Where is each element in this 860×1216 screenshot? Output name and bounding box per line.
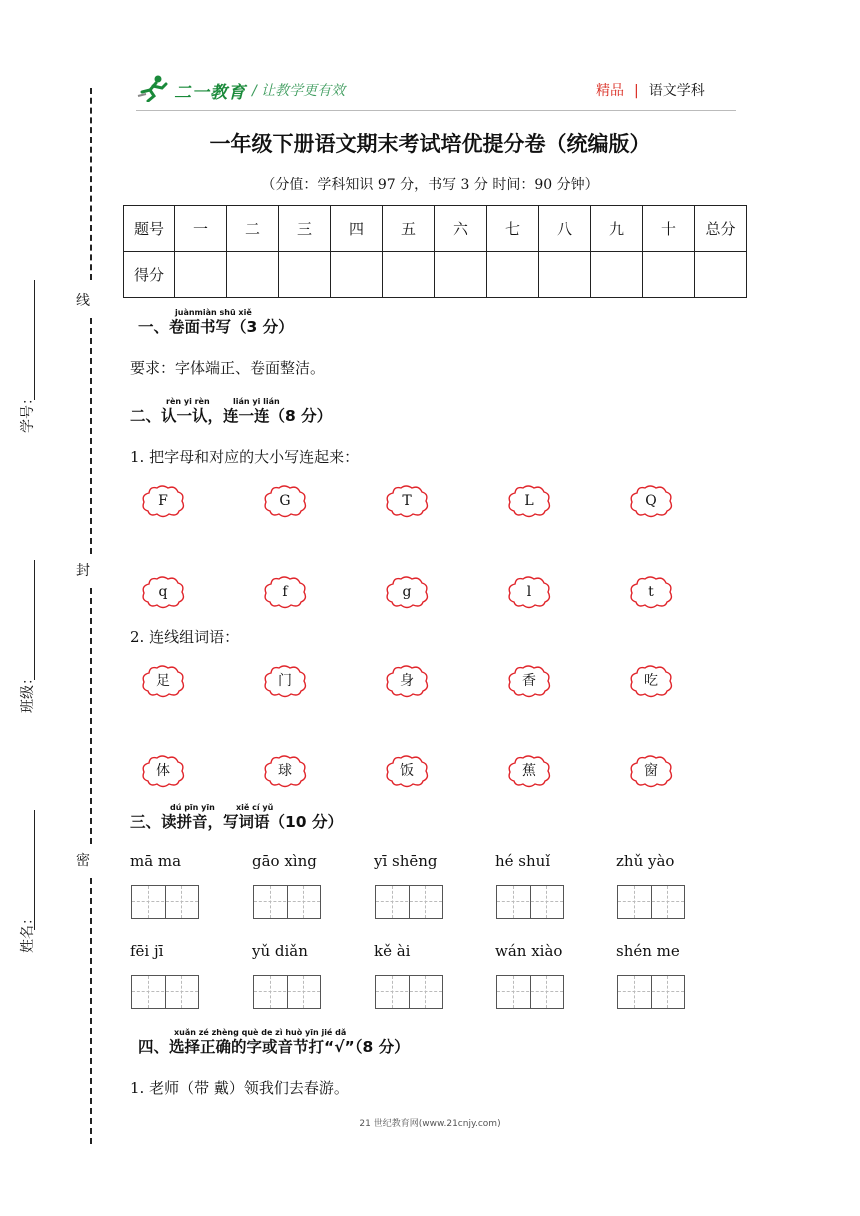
word-top-cloud[interactable] (506, 664, 552, 698)
grid-guide (634, 886, 635, 918)
class-line[interactable] (34, 560, 35, 680)
pinyin-word: mā ma (130, 852, 182, 870)
header-separator: | (634, 83, 639, 99)
writing-grid-box[interactable] (253, 975, 321, 1009)
class-label: 班级： (20, 671, 36, 713)
section2-question1: 1. 把字母和对应的大小写连起来： (130, 448, 360, 466)
grid-guide (546, 976, 547, 1008)
table-cell: 七 (487, 206, 539, 252)
pinyin-word: yǔ diǎn (252, 942, 308, 960)
word-bottom-cloud[interactable] (140, 754, 186, 788)
word-top-cloud-text: 吃 (644, 673, 658, 689)
grid-guide (148, 886, 149, 918)
grid-divider (409, 886, 410, 918)
pinyin-word: hé shuǐ (495, 852, 551, 870)
uppercase-letter-cloud[interactable] (628, 484, 674, 518)
pinyin-word: kě ài (374, 942, 411, 960)
slogan: / 让教学更有效 (252, 83, 346, 99)
score-cell[interactable] (695, 252, 747, 298)
table-cell: 题号 (124, 206, 175, 252)
word-bottom-cloud-text: 球 (278, 763, 292, 779)
word-top-cloud[interactable] (140, 664, 186, 698)
grid-guide (270, 886, 271, 918)
grid-divider (409, 976, 410, 1008)
word-bottom-cloud-text: 体 (156, 763, 170, 779)
score-cell[interactable] (227, 252, 279, 298)
writing-grid-box[interactable] (375, 975, 443, 1009)
grid-guide (148, 976, 149, 1008)
table-cell: 得分 (124, 252, 175, 298)
grid-guide (392, 886, 393, 918)
grid-guide (513, 886, 514, 918)
score-cell[interactable] (175, 252, 227, 298)
logo-runner-icon (136, 74, 172, 102)
grid-guide (303, 886, 304, 918)
section2-pinyin2: lián yi lián (233, 397, 280, 406)
quality-label: 精品 (596, 83, 624, 99)
name-label: 姓名： (20, 911, 36, 953)
header-divider (136, 110, 736, 111)
grid-divider (651, 976, 652, 1008)
subject-label: 语文学科 (648, 83, 705, 99)
grid-guide (634, 976, 635, 1008)
word-bottom-cloud[interactable] (628, 754, 674, 788)
section4-pinyin: xuǎn zé zhèng què de zì huò yīn jié dǎ (174, 1028, 347, 1037)
lowercase-letter-cloud[interactable] (262, 575, 308, 609)
writing-grid-box[interactable] (131, 885, 199, 919)
table-cell: 八 (539, 206, 591, 252)
grid-guide (667, 886, 668, 918)
seal-word-line: 线 (76, 293, 90, 309)
grid-guide (513, 976, 514, 1008)
table-cell: 十 (643, 206, 695, 252)
grid-guide (254, 991, 320, 992)
lowercase-letter-cloud[interactable] (628, 575, 674, 609)
header-right (596, 80, 705, 100)
section2-question2: 2. 连线组词语： (130, 628, 240, 646)
table-cell: 三 (279, 206, 331, 252)
grid-guide (425, 976, 426, 1008)
grid-guide (392, 976, 393, 1008)
word-top-cloud[interactable] (384, 664, 430, 698)
grid-guide (546, 886, 547, 918)
table-cell: 六 (435, 206, 487, 252)
grid-guide (497, 901, 563, 902)
pinyin-word: zhǔ yào (616, 852, 675, 870)
word-bottom-cloud[interactable] (384, 754, 430, 788)
uppercase-letter-cloud-text: L (524, 493, 534, 509)
table-cell: 五 (383, 206, 435, 252)
grid-divider (530, 976, 531, 1008)
pinyin-word: wán xiào (495, 942, 563, 960)
table-cell: 一 (175, 206, 227, 252)
uppercase-letter-cloud[interactable] (262, 484, 308, 518)
grid-guide (618, 991, 684, 992)
section3-title: 三、读拼音，写词语（10 分） (130, 813, 343, 831)
grid-divider (651, 886, 652, 918)
section4-question1: 1. 老师（带 戴）领我们去春游。 (130, 1079, 349, 1097)
uppercase-letter-cloud[interactable] (506, 484, 552, 518)
grid-divider (165, 976, 166, 1008)
table-cell: 总分 (695, 206, 747, 252)
writing-grid-box[interactable] (617, 885, 685, 919)
writing-grid-box[interactable] (131, 975, 199, 1009)
lowercase-letter-cloud[interactable] (506, 575, 552, 609)
writing-grid-box[interactable] (375, 885, 443, 919)
grid-guide (254, 901, 320, 902)
score-table-score-row (124, 252, 747, 298)
word-top-cloud-text: 足 (156, 673, 170, 689)
score-cell[interactable] (539, 252, 591, 298)
score-cell[interactable] (591, 252, 643, 298)
binding-dash-line (90, 88, 92, 280)
seal-word-secret: 密 (76, 853, 90, 869)
word-top-cloud-text: 门 (278, 673, 292, 689)
grid-guide (132, 991, 198, 992)
uppercase-letter-cloud[interactable] (140, 484, 186, 518)
score-cell[interactable] (435, 252, 487, 298)
uppercase-letter-cloud-text: F (158, 493, 168, 509)
section2-pinyin1: rèn yi rèn (166, 397, 210, 406)
page-title: 一年级下册语文期末考试培优提分卷（统编版） (209, 132, 651, 156)
lowercase-letter-cloud-text: l (526, 584, 532, 600)
uppercase-letter-cloud-text: T (402, 493, 412, 509)
student-id-label: 学号： (20, 391, 36, 433)
grid-guide (270, 976, 271, 1008)
score-cell[interactable] (331, 252, 383, 298)
table-cell: 四 (331, 206, 383, 252)
section1-title: 一、卷面书写（3 分） (138, 318, 294, 336)
grid-guide (132, 901, 198, 902)
grid-guide (667, 976, 668, 1008)
logo-text: 二一教育 (174, 83, 246, 103)
binding-dash-line (90, 878, 92, 1144)
pinyin-word: shén me (616, 942, 680, 960)
writing-grid-box[interactable] (253, 885, 321, 919)
uppercase-letter-cloud-text: G (279, 493, 291, 509)
word-top-cloud-text: 香 (522, 673, 536, 689)
pinyin-word: fēi jī (130, 942, 164, 960)
word-bottom-cloud-text: 蕉 (522, 763, 536, 779)
table-cell: 二 (227, 206, 279, 252)
uppercase-letter-cloud-text: Q (645, 493, 657, 509)
grid-guide (181, 976, 182, 1008)
grid-guide (425, 886, 426, 918)
grid-guide (376, 901, 442, 902)
score-cell[interactable] (383, 252, 435, 298)
lowercase-letter-cloud-text: f (282, 584, 288, 600)
word-top-cloud-text: 身 (400, 673, 414, 689)
word-bottom-cloud[interactable] (506, 754, 552, 788)
writing-grid-box[interactable] (496, 885, 564, 919)
grid-guide (618, 901, 684, 902)
section1-pinyin: juànmiàn shū xiě (175, 308, 252, 317)
lowercase-letter-cloud[interactable] (140, 575, 186, 609)
section1-requirement: 要求：字体端正、卷面整洁。 (130, 359, 326, 377)
pinyin-word: gāo xìng (252, 852, 317, 870)
word-bottom-cloud[interactable] (262, 754, 308, 788)
uppercase-letter-cloud[interactable] (384, 484, 430, 518)
word-bottom-cloud-text: 窗 (644, 763, 658, 779)
grid-guide (181, 886, 182, 918)
grid-guide (497, 991, 563, 992)
writing-grid-box[interactable] (496, 975, 564, 1009)
student-id-line[interactable] (34, 280, 35, 400)
writing-grid-box[interactable] (617, 975, 685, 1009)
lowercase-letter-cloud-text: t (648, 584, 654, 600)
grid-guide (376, 991, 442, 992)
seal-word-seal: 封 (76, 563, 90, 579)
word-top-cloud[interactable] (262, 664, 308, 698)
page-subtitle: （分值：学科知识 97 分，书写 3 分 时间：90 分钟） (261, 177, 599, 193)
lowercase-letter-cloud[interactable] (384, 575, 430, 609)
score-table (123, 205, 747, 298)
pinyin-word: yī shēng (374, 852, 438, 870)
grid-divider (530, 886, 531, 918)
binding-dash-line (90, 588, 92, 844)
binding-dash-line (90, 318, 92, 554)
section3-pinyin1: dú pīn yīn (170, 803, 215, 812)
grid-divider (287, 976, 288, 1008)
grid-divider (287, 886, 288, 918)
grid-divider (165, 886, 166, 918)
word-top-cloud[interactable] (628, 664, 674, 698)
section4-title: 四、选择正确的字或音节打“√”（8 分） (138, 1038, 410, 1056)
lowercase-letter-cloud-text: q (158, 584, 168, 600)
section2-title: 二、认一认，连一连（8 分） (130, 407, 333, 425)
lowercase-letter-cloud-text: g (402, 584, 412, 600)
grid-guide (303, 976, 304, 1008)
page-footer: 21 世纪教育网(www.21cnjy.com) (359, 1119, 501, 1129)
score-cell[interactable] (487, 252, 539, 298)
score-cell[interactable] (279, 252, 331, 298)
score-cell[interactable] (643, 252, 695, 298)
section3-pinyin2: xiě cí yǔ (236, 803, 274, 812)
word-bottom-cloud-text: 饭 (400, 763, 414, 779)
score-table-header-row (124, 206, 747, 252)
table-cell: 九 (591, 206, 643, 252)
